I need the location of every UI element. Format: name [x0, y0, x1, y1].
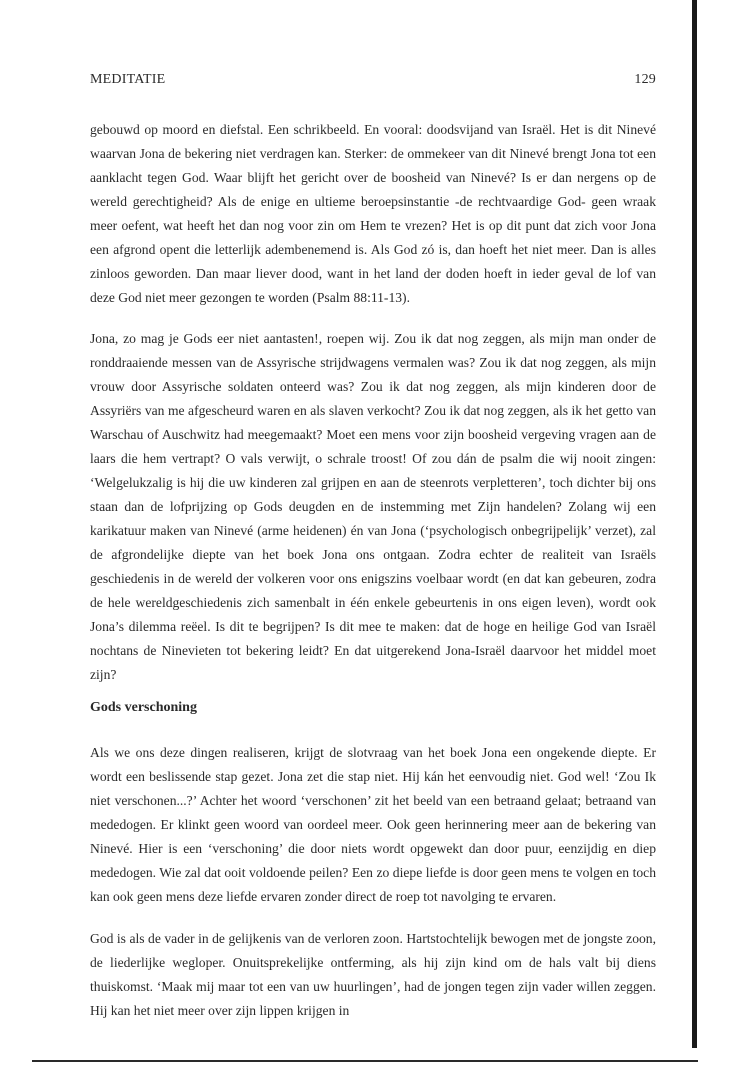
paragraph-2: Jona, zo mag je Gods eer niet aantasten!, roepen wij. Zou ik dat nog zeggen, als mijn man onder de ronddraaiende messen van de Assyrische strijdwagens vermalen was? Zou ik dat nog zeggen, als mijn vrouw door Assyrische soldaten onteerd was? Zou ik dat nog zeggen, als mijn kinderen door de Assyriërs van me afgescheurd waren en als slaven verkocht? Zou ik dat nog zeggen, als ik het getto van Warschau of Auschwitz had meegemaakt? Moet een mens voor zijn boosheid vergeving vragen aan de laars die hem vertrapt? O vals verwijt, o schrale troost! Of zou dán de psalm die wij nooit zingen: ‘Welgelukzalig is hij die uw kinderen zal grijpen en aan de steenrots verpletteren’, toch dichter bij ons staan dan de lofprijzing op Gods deugden en de instemming met Zijn handelen? Zolang wij een karikatuur maken van Ninevé (arme heidenen) én van Jona (‘psychologisch onbegrijpelijk’ verzet), zal de afgrondelijke diepte van het boek Jona ons ontgaan. Zodra echter de realiteit van Israëls geschiedenis in de wereld der volkeren voor ons enigszins voelbaar wordt (en dat kan gebeuren, zodra de hele wereldgeschiedenis zich samenbalt in één enkele gebeurtenis in ons eigen leven), wordt ook Jona’s dilemma reëel. Is dit te begrijpen? Is dit mee te maken: dat de hoge en heilige God van Israël nochtans de Ninevieten tot bekering leidt? En dat uitgerekend Jona-Israël daarvoor het middel moet zijn? — [90, 331, 656, 682]
running-head-title: MEDITATIE — [90, 72, 166, 87]
paragraph-3: Als we ons deze dingen realiseren, krijgt de slotvraag van het boek Jona een ongekende diepte. Er wordt een beslissende stap gezet. Jona zet die stap niet. Hij kán het eenvoudig niet. God wel! ‘Zou Ik niet verschonen...?’ Achter het woord ‘verschonen’ zit het beeld van een betraand gelaat; betraand van mededogen. Er klinkt geen woord van oordeel meer. Ook geen herinnering meer aan de bekering van Ninevé. Hier is een ‘verschoning’ die door niets wordt opgewekt dan door puur, eenzijdig en diep mededogen. Wie zal dat ooit voldoende peilen? Een zo diepe liefde is door geen mens te volgen en toch kan ook geen mens deze liefde ervaren zonder direct de roep tot navolging te ervaren. — [90, 745, 656, 904]
page-number: 129 — [634, 72, 656, 87]
running-head — [90, 72, 656, 92]
paragraph-1: gebouwd op moord en diefstal. Een schrikbeeld. En vooral: doodsvijand van Israël. Het is dit Ninevé waarvan Jona de bekering niet verdragen kan. Sterker: de ommekeer van dit Ninevé brengt Jona tot een aanklacht tegen God. Waar blijft het gericht over de boosheid van Ninevé? Is er dan nergens op de wereld gerechtigheid? Als de enige en ultieme beroepsinstantie -de rechtvaardige God- geen wraak meer oefent, wat heeft het dan nog voor zin om Hem te vrezen? Het is op dit punt dat zich voor Jona een afgrond opent die letterlijk adembenemend is. Als God zó is, dan hoeft het niet meer. Dan is alles zinloos geworden. Dan maar liever dood, want in het land der doden hoeft in ieder geval de lof van deze God niet meer gezongen te worden (Psalm 88:11-13). — [90, 122, 656, 305]
paragraph-4: God is als de vader in de gelijkenis van de verloren zoon. Hartstochtelijk bewogen met de jongste zoon, de liederlijke wegloper. Onuitsprekelijke ontferming, als hij zijn kind om de hals valt bij diens thuiskomst. ‘Maak mij maar tot een van uw huurlingen’, had de jongen tegen zijn vader willen zeggen. Hij kan het niet meer over zijn lippen krijgen in — [90, 931, 656, 1018]
section-heading: Gods verschoning — [90, 700, 197, 715]
page-edge-right — [692, 0, 697, 1048]
page-edge-bottom — [32, 1060, 698, 1062]
